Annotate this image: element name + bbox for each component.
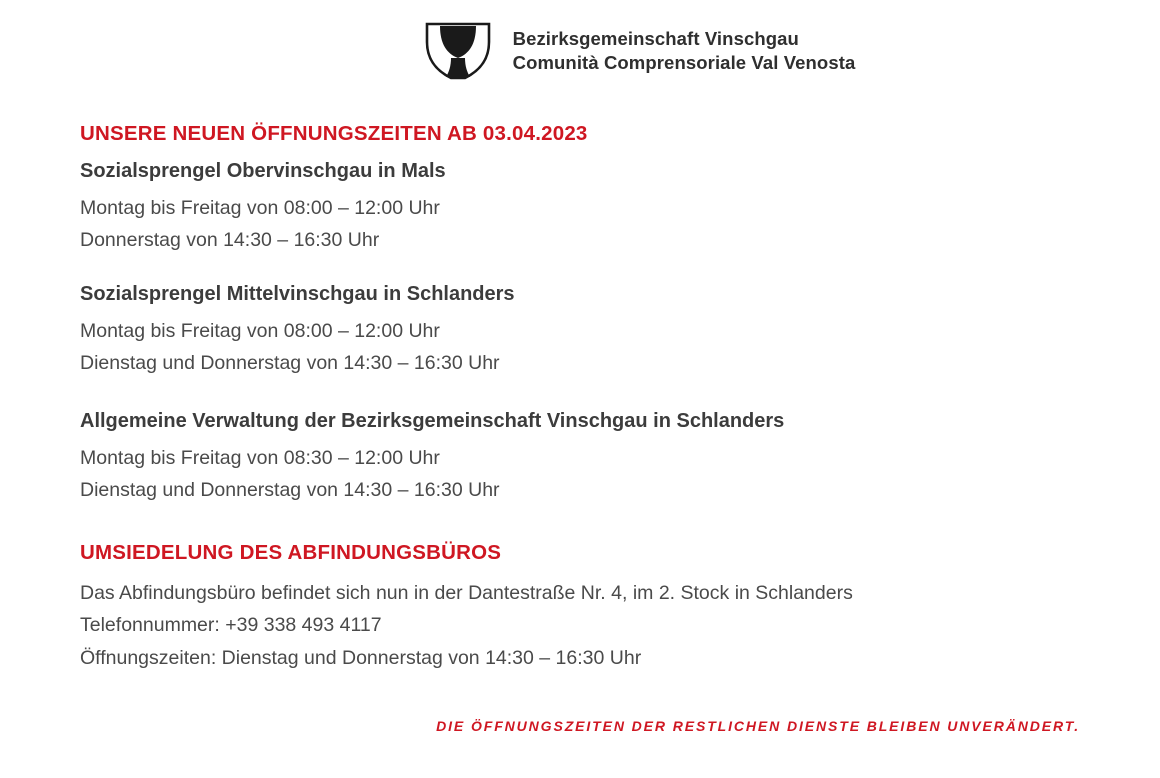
hours-line: Montag bis Freitag von 08:00 – 12:00 Uhr bbox=[80, 319, 440, 342]
hours-line: Montag bis Freitag von 08:00 – 12:00 Uhr bbox=[80, 196, 440, 219]
section-title-allgemeine-verwaltung: Allgemeine Verwaltung der Bezirksgemeinschaft Vinschgau in Schlanders bbox=[80, 410, 785, 433]
document-body bbox=[80, 122, 1080, 674]
organization-names bbox=[513, 27, 856, 74]
org-name-it: Comunità Comprensoriale Val Venosta bbox=[512, 52, 856, 73]
hours-line: Dienstag und Donnerstag von 14:30 – 16:30 Uhr bbox=[80, 479, 500, 502]
hours-line: Dienstag und Donnerstag von 14:30 – 16:30 Uhr bbox=[80, 352, 500, 375]
document-footer bbox=[0, 718, 1160, 736]
footer-note: DIE ÖFFNUNGSZEITEN DER RESTLICHEN DIENSTE BLEIBEN UNVERÄNDERT. bbox=[436, 718, 1080, 734]
section-title-obervinschgau: Sozialsprengel Obervinschgau in Mals bbox=[80, 159, 446, 182]
section-mittelvinschgau bbox=[80, 282, 1080, 379]
org-name-de: Bezirksgemeinschaft Vinschgau bbox=[512, 28, 799, 50]
relocation-address-line: Das Abfindungsbüro befindet sich nun in der Dantestraße Nr. 4, im 2. Stock in Schlanders bbox=[80, 582, 853, 605]
relocation-phone-line: Telefonnummer: +39 338 493 4117 bbox=[80, 614, 382, 637]
header-inner bbox=[425, 22, 856, 80]
document-header bbox=[0, 22, 1160, 80]
relocation-section bbox=[80, 541, 1080, 674]
relocation-hours-line: Öffnungszeiten: Dienstag und Donnerstag von 14:30 – 16:30 Uhr bbox=[80, 646, 642, 669]
vinschgau-crest-icon bbox=[425, 22, 491, 80]
section-title-mittelvinschgau: Sozialsprengel Mittelvinschgau in Schlanders bbox=[80, 282, 515, 305]
relocation-title: UMSIEDELUNG DES ABFINDUNGSBÜROS bbox=[80, 540, 502, 564]
hours-line: Montag bis Freitag von 08:30 – 12:00 Uhr bbox=[80, 447, 440, 470]
opening-hours-section bbox=[80, 122, 1080, 256]
section-allgemeine-verwaltung bbox=[80, 409, 1080, 506]
opening-hours-title: UNSERE NEUEN ÖFFNUNGSZEITEN AB 03.04.2023 bbox=[80, 122, 588, 145]
hours-line: Donnerstag von 14:30 – 16:30 Uhr bbox=[80, 228, 380, 251]
